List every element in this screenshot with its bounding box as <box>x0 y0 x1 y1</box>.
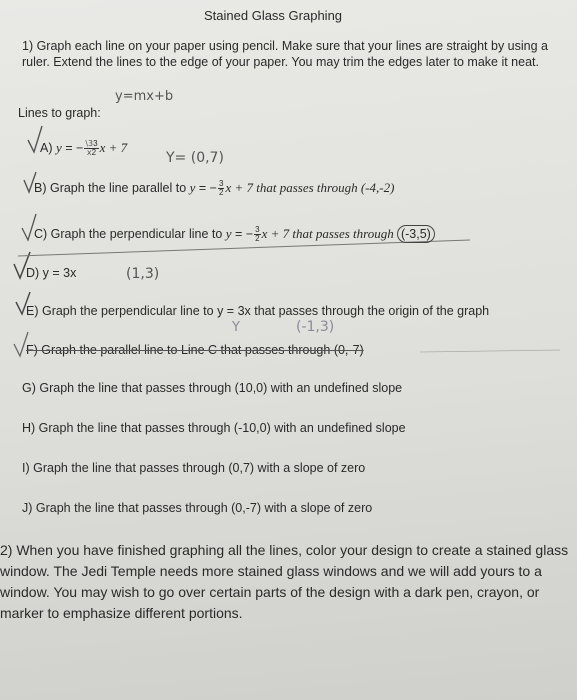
handwritten-d-point: (1,3) <box>126 266 160 282</box>
item-e: E) Graph the perpendicular line to y = 3x that passes through the origin of the graph <box>26 304 490 318</box>
handwritten-e-mark: Y <box>232 320 240 335</box>
item-b-text: B) Graph the line parallel to <box>34 181 190 195</box>
item-i: I) Graph the line that passes through (0,7) with a slope of zero <box>22 461 366 475</box>
item-a-var: y <box>55 140 62 155</box>
item-a-prefix: A) <box>40 141 56 155</box>
item-a <box>40 140 127 157</box>
item-a-hw-den: x <box>86 148 92 158</box>
item-b <box>34 180 394 197</box>
handwritten-slope-intercept: y=mx+b <box>115 89 174 104</box>
instructions-part-2: 2) When you have finished graphing all the lines, color your design to create a stained glass window. The Jedi Temple needs more stained glass windows and we will add yours to a window. You may wish to go over certain parts of the design with a dark pen, crayon, or marker to emphasize different portions. <box>0 542 569 621</box>
item-b-tail: x + 7 that passes through (-4,-2) <box>225 180 395 195</box>
item-c-var: y <box>225 226 232 241</box>
handwritten-e-point: (-1,3) <box>296 319 335 335</box>
item-a-hw-num: \3 <box>85 139 94 149</box>
item-c <box>34 226 435 243</box>
item-c-minus: − <box>245 227 254 241</box>
item-b-minus: − <box>209 181 217 195</box>
item-a-minus: − <box>76 141 84 155</box>
item-g: G) Graph the line that passes through (10,0) with an undefined slope <box>22 381 403 395</box>
item-a-eq: = <box>61 141 77 155</box>
item-h: H) Graph the line that passes through (-10,0) with an undefined slope <box>22 421 406 435</box>
item-c-circled-point: (-3,5) <box>397 225 435 243</box>
item-c-eq: = <box>231 227 246 241</box>
instructions-part-1: 1) Graph each line on your paper using pencil. Make sure that your lines are straight by using a ruler. Extend the lines to the edge of your paper. You may trim the edges later to make it neat. <box>22 39 548 69</box>
item-b-var: y <box>189 180 196 195</box>
pencil-extension-line <box>420 350 560 352</box>
handwritten-a-intercept: Y= (0,7) <box>166 150 224 166</box>
item-a-num: 3 <box>93 139 98 149</box>
item-d: D) y = 3x <box>26 266 77 280</box>
item-a-den: 2 <box>91 148 97 158</box>
item-f: F) Graph the parallel line to Line C that passes through (0,-7) <box>26 343 364 357</box>
page-title: Stained Glass Graphing <box>204 8 343 23</box>
item-c-tail: x + 7 that passes through <box>261 226 397 241</box>
item-a-fraction <box>84 140 98 157</box>
item-j: J) Graph the line that passes through (0,-7) with a slope of zero <box>22 501 373 515</box>
lines-to-graph-label: Lines to graph: <box>18 106 101 120</box>
item-c-text: C) Graph the perpendicular line to <box>34 227 226 241</box>
item-a-tail: x + 7 <box>99 140 128 155</box>
item-b-eq: = <box>195 181 210 195</box>
item-b-fraction: $\frac{3}{2}$ <box>218 179 224 198</box>
item-c-fraction: $\frac{3}{2}$ <box>255 225 260 244</box>
